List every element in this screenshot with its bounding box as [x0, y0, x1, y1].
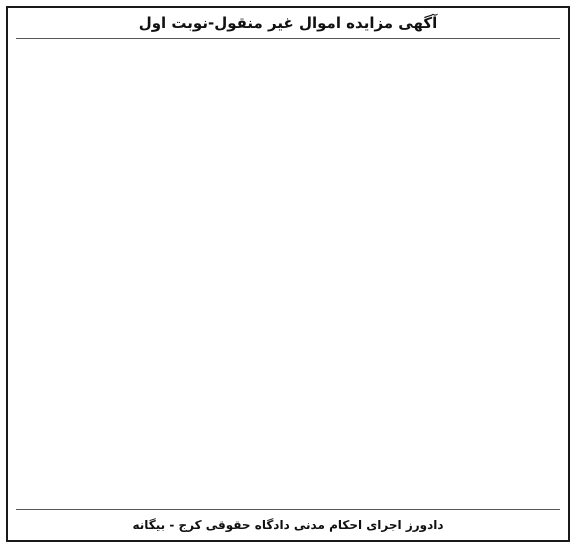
notice-frame [6, 6, 570, 542]
notice-body [18, 44, 558, 506]
footer-divider [16, 509, 560, 510]
notice-footer: دادورز اجرای احکام مدنی دادگاه حقوقی کرج - بیگانه [132, 518, 444, 532]
notice-title: آگهی مزایده اموال غیر منقول-نوبت اول [138, 14, 438, 32]
title-divider [16, 38, 560, 39]
